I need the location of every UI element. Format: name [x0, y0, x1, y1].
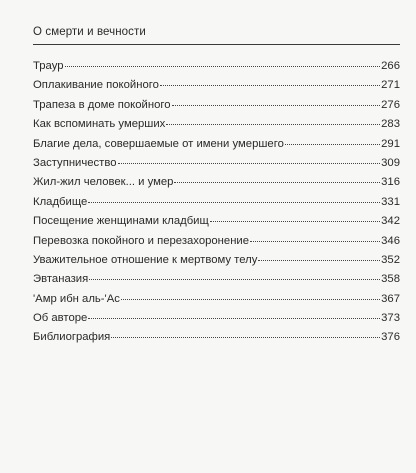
dot-leader: [121, 299, 380, 300]
toc-entry-page: 309: [381, 156, 400, 169]
toc-entry[interactable]: [33, 328, 400, 347]
running-title: О смерти и вечности: [33, 26, 146, 38]
toc-entry-page: 291: [381, 137, 400, 150]
toc-entry-title: Оплакивание покойного: [33, 79, 159, 92]
toc-entry[interactable]: [33, 251, 400, 270]
dot-leader: [88, 318, 380, 319]
toc-entry-page: 316: [381, 176, 400, 189]
toc-entry[interactable]: [33, 270, 400, 289]
dot-leader: [250, 241, 380, 242]
dot-leader: [160, 85, 380, 86]
toc-entry-title: Уважительное отношение к мертвому телу: [33, 253, 258, 266]
dot-leader: [88, 202, 380, 203]
toc-entry[interactable]: [33, 57, 400, 76]
toc-entry-page: 266: [381, 60, 400, 72]
toc-entry[interactable]: [33, 115, 400, 134]
toc-entry-title: Посещение женщинами кладбищ: [33, 215, 209, 228]
toc-entry[interactable]: [33, 193, 400, 212]
toc-entry-page: 373: [381, 312, 400, 325]
toc-entry-page: 376: [381, 331, 400, 344]
toc-entry-title: Благие дела, совершаемые от имени умершего: [33, 137, 284, 150]
toc-entry-page: 352: [381, 253, 400, 266]
toc-entry[interactable]: [33, 76, 400, 95]
toc-entry-title: Как вспоминать умерших: [33, 118, 166, 131]
toc-entry-title: Библиография: [33, 331, 111, 344]
dot-leader: [174, 182, 380, 183]
toc-entry-title: Эвтаназия: [33, 273, 89, 286]
toc-entry[interactable]: [33, 232, 400, 251]
dot-leader: [258, 260, 380, 261]
toc-entry-page: 283: [381, 118, 400, 131]
dot-leader: [285, 144, 380, 145]
dot-leader: [65, 66, 381, 67]
toc-entry-title: Заступничество: [33, 156, 117, 169]
toc-entry-page: 367: [381, 292, 400, 305]
toc-entry-title: Трапеза в доме покойного: [33, 98, 171, 111]
dot-leader: [172, 105, 381, 106]
toc-entry-page: 342: [381, 215, 400, 228]
header-rule: [33, 44, 400, 45]
dot-leader: [89, 279, 380, 280]
toc-entry-page: 346: [381, 234, 400, 247]
dot-leader: [111, 337, 380, 338]
toc-entry-page: 276: [381, 98, 400, 111]
toc-entry-page: 271: [381, 79, 400, 92]
toc-entry-title: Кладбище: [33, 195, 88, 208]
toc-entry[interactable]: [33, 135, 400, 154]
toc-entry-title: Об авторе: [33, 312, 88, 325]
toc-entry-title: Траур: [33, 60, 64, 72]
dot-leader: [166, 124, 380, 125]
toc-entry-title: Жил-жил человек... и умер: [33, 176, 174, 189]
toc-entry-title: Перевозка покойного и перезахоронение: [33, 234, 250, 247]
toc-entry[interactable]: [33, 173, 400, 192]
toc-entry[interactable]: [33, 290, 400, 309]
toc-entry[interactable]: [33, 309, 400, 328]
toc-entry-page: 358: [381, 273, 400, 286]
dot-leader: [118, 163, 381, 164]
toc-entry[interactable]: [33, 154, 400, 173]
dot-leader: [210, 221, 380, 222]
toc-entry[interactable]: [33, 96, 400, 115]
toc-entry-page: 331: [381, 195, 400, 208]
toc-entry-title: 'Амр ибн аль-'Ас: [33, 292, 120, 305]
table-of-contents: [33, 57, 400, 348]
toc-entry[interactable]: [33, 212, 400, 231]
